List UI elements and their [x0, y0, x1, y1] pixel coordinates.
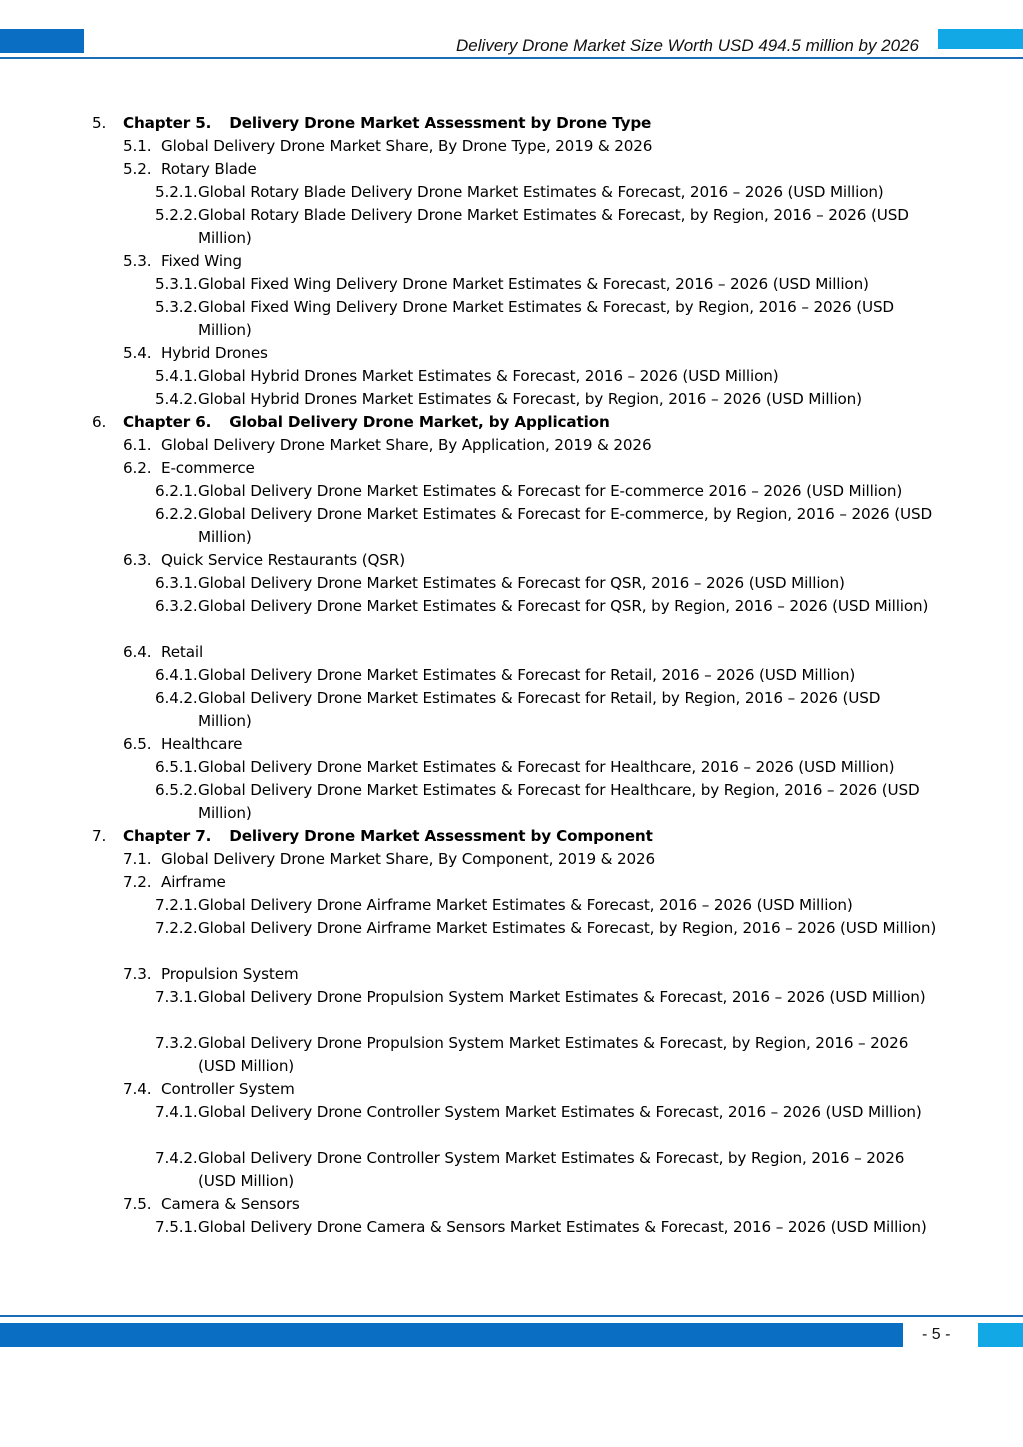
- toc-entry: [0, 733, 1023, 756]
- toc-chapter-text: Global Delivery Drone Market, by Application: [229, 413, 610, 431]
- toc-entry: [0, 158, 1023, 181]
- toc-entry-number: 6.2.1.: [155, 482, 198, 500]
- toc-chapter-label: Chapter 6.: [123, 413, 212, 431]
- toc-entry-text: Global Rotary Blade Delivery Drone Market Estimates & Forecast, by Region, 2016 – 2026 (USD Million): [198, 206, 909, 247]
- toc-entry-number: 6.3.2.: [155, 597, 198, 615]
- toc-entry-number: 5.4.2.: [155, 390, 198, 408]
- toc-entry: [0, 1216, 1023, 1262]
- toc-entry: [0, 273, 1023, 296]
- toc-chapter-text: Delivery Drone Market Assessment by Component: [229, 827, 653, 845]
- toc-entry-number: 6.5.1.: [155, 758, 198, 776]
- toc-entry-text: Retail: [161, 643, 204, 661]
- toc-entry: [0, 1078, 1023, 1101]
- toc-entry-text: Global Delivery Drone Propulsion System Market Estimates & Forecast, by Region, 2016 – 2026 (USD Million): [198, 1034, 909, 1075]
- toc-entry-text: Global Fixed Wing Delivery Drone Market Estimates & Forecast, 2016 – 2026 (USD Million): [198, 275, 869, 293]
- toc-entry-number: 5.: [92, 114, 107, 132]
- toc-entry: [0, 756, 1023, 779]
- toc-entry-text: Global Delivery Drone Airframe Market Estimates & Forecast, by Region, 2016 – 2026 (USD Million): [198, 919, 937, 937]
- toc-entry-text: Global Hybrid Drones Market Estimates & Forecast, 2016 – 2026 (USD Million): [198, 367, 779, 385]
- toc-entry: [0, 204, 1023, 250]
- toc-entry-text: Global Delivery Drone Market Estimates & Forecast for QSR, 2016 – 2026 (USD Million): [198, 574, 845, 592]
- toc-entry-number: 5.2.: [123, 160, 152, 178]
- toc-chapter-label: Chapter 5.: [123, 114, 212, 132]
- table-of-contents: [0, 112, 1023, 1262]
- header-right-bar: [938, 29, 1023, 49]
- toc-entry-text: Global Delivery Drone Controller System Market Estimates & Forecast, by Region, 2016 – 2026 (USD Million): [198, 1149, 905, 1190]
- footer-rule: [0, 1315, 1023, 1317]
- toc-chapter-entry: [0, 825, 1023, 848]
- toc-entry: [0, 434, 1023, 457]
- toc-entry-text: Hybrid Drones: [161, 344, 268, 362]
- toc-entry-number: 7.4.1.: [155, 1103, 198, 1121]
- toc-entry-text: Camera & Sensors: [161, 1195, 300, 1213]
- running-header-title: Delivery Drone Market Size Worth USD 494.5 million by 2026: [456, 36, 919, 55]
- toc-entry: [0, 963, 1023, 986]
- toc-entry-number: 7.2.2.: [155, 919, 198, 937]
- toc-entry-number: 7.2.: [123, 873, 152, 891]
- toc-entry: [0, 779, 1023, 825]
- toc-entry-number: 5.4.1.: [155, 367, 198, 385]
- toc-entry-text: Global Delivery Drone Market Share, By Component, 2019 & 2026: [161, 850, 656, 868]
- toc-entry-number: 5.3.1.: [155, 275, 198, 293]
- toc-entry-number: 7.2.1.: [155, 896, 198, 914]
- toc-chapter-title: [123, 825, 653, 848]
- toc-entry-text: Global Hybrid Drones Market Estimates & Forecast, by Region, 2016 – 2026 (USD Million): [198, 390, 862, 408]
- header-left-bar: [0, 29, 84, 53]
- toc-entry-number: 6.2.2.: [155, 505, 198, 523]
- toc-entry-text: Global Delivery Drone Controller System Market Estimates & Forecast, 2016 – 2026 (USD Million): [198, 1103, 922, 1121]
- toc-entry-text: Quick Service Restaurants (QSR): [161, 551, 405, 569]
- toc-entry-number: 6.5.2.: [155, 781, 198, 799]
- toc-entry-number: 5.3.: [123, 252, 152, 270]
- toc-entry-text: Global Fixed Wing Delivery Drone Market Estimates & Forecast, by Region, 2016 – 2026 (USD Million): [198, 298, 894, 339]
- toc-entry-number: 6.4.: [123, 643, 152, 661]
- toc-entry-text: Global Delivery Drone Market Estimates & Forecast for Healthcare, 2016 – 2026 (USD Million): [198, 758, 895, 776]
- toc-chapter-label: Chapter 7.: [123, 827, 212, 845]
- toc-entry-text: Global Delivery Drone Market Estimates & Forecast for QSR, by Region, 2016 – 2026 (USD Million): [198, 597, 929, 615]
- toc-entry-number: 7.3.: [123, 965, 152, 983]
- toc-entry-text: Fixed Wing: [161, 252, 242, 270]
- toc-entry-number: 6.2.: [123, 459, 152, 477]
- toc-entry: [0, 181, 1023, 204]
- toc-entry: [0, 388, 1023, 411]
- toc-entry-number: 7.5.1.: [155, 1218, 198, 1236]
- toc-entry: [0, 296, 1023, 342]
- toc-entry: [0, 549, 1023, 572]
- toc-entry: [0, 480, 1023, 503]
- toc-entry-number: 6.3.: [123, 551, 152, 569]
- toc-entry-number: 6.4.1.: [155, 666, 198, 684]
- toc-entry: [0, 457, 1023, 480]
- toc-entry-text: Global Delivery Drone Market Share, By Drone Type, 2019 & 2026: [161, 137, 653, 155]
- toc-entry: [0, 1032, 1023, 1078]
- toc-entry-text: Global Rotary Blade Delivery Drone Market Estimates & Forecast, 2016 – 2026 (USD Million): [198, 183, 884, 201]
- toc-entry: [0, 917, 1023, 963]
- toc-entry-number: 7.4.: [123, 1080, 152, 1098]
- toc-entry-text: Airframe: [161, 873, 226, 891]
- toc-entry: [0, 572, 1023, 595]
- toc-entry-number: 5.2.1.: [155, 183, 198, 201]
- toc-entry-number: 5.4.: [123, 344, 152, 362]
- toc-entry-number: 6.1.: [123, 436, 152, 454]
- toc-entry-text: Global Delivery Drone Market Estimates & Forecast for Retail, 2016 – 2026 (USD Million): [198, 666, 856, 684]
- toc-chapter-entry: [0, 411, 1023, 434]
- toc-entry-number: 7.5.: [123, 1195, 152, 1213]
- toc-entry: [0, 848, 1023, 871]
- toc-entry-text: Global Delivery Drone Market Share, By Application, 2019 & 2026: [161, 436, 652, 454]
- toc-entry-number: 6.5.: [123, 735, 152, 753]
- toc-entry-number: 7.: [92, 827, 107, 845]
- toc-entry: [0, 664, 1023, 687]
- toc-entry: [0, 250, 1023, 273]
- toc-entry-number: 7.3.1.: [155, 988, 198, 1006]
- toc-entry-number: 7.1.: [123, 850, 152, 868]
- toc-entry: [0, 135, 1023, 158]
- toc-entry: [0, 894, 1023, 917]
- toc-entry: [0, 503, 1023, 549]
- toc-entry-number: 7.3.2.: [155, 1034, 198, 1052]
- toc-entry-number: 6.4.2.: [155, 689, 198, 707]
- toc-entry-text: E-commerce: [161, 459, 255, 477]
- header-rule: [0, 57, 1023, 59]
- toc-entry-text: Global Delivery Drone Market Estimates & Forecast for E-commerce 2016 – 2026 (USD Million): [198, 482, 903, 500]
- toc-entry-number: 5.1.: [123, 137, 152, 155]
- toc-entry: [0, 871, 1023, 894]
- toc-chapter-title: [123, 112, 651, 135]
- toc-chapter-entry: [0, 112, 1023, 135]
- toc-entry-text: Global Delivery Drone Propulsion System Market Estimates & Forecast, 2016 – 2026 (USD Million): [198, 988, 926, 1006]
- toc-entry-number: 5.2.2.: [155, 206, 198, 224]
- toc-entry: [0, 342, 1023, 365]
- toc-entry-number: 6.: [92, 413, 107, 431]
- toc-entry-number: 5.3.2.: [155, 298, 198, 316]
- toc-entry-text: Global Delivery Drone Market Estimates & Forecast for E-commerce, by Region, 2016 – 2026 (USD Million): [198, 505, 932, 546]
- toc-entry: [0, 365, 1023, 388]
- toc-entry-text: Controller System: [161, 1080, 295, 1098]
- page-number: - 5 -: [922, 1326, 951, 1343]
- toc-entry-text: Global Delivery Drone Market Estimates & Forecast for Retail, by Region, 2016 – 2026 (USD Million): [198, 689, 881, 730]
- toc-entry: [0, 1193, 1023, 1216]
- toc-entry: [0, 641, 1023, 664]
- toc-entry: [0, 595, 1023, 641]
- toc-entry-text: Healthcare: [161, 735, 243, 753]
- footer-bar: [0, 1323, 903, 1347]
- toc-entry-text: Propulsion System: [161, 965, 299, 983]
- toc-entry-text: Global Delivery Drone Camera & Sensors Market Estimates & Forecast, 2016 – 2026 (USD Million): [198, 1218, 927, 1236]
- toc-entry: [0, 1147, 1023, 1193]
- toc-entry-text: Rotary Blade: [161, 160, 257, 178]
- footer-right-bar: [978, 1323, 1023, 1347]
- toc-entry-text: Global Delivery Drone Market Estimates & Forecast for Healthcare, by Region, 2016 – 2026 (USD Million): [198, 781, 920, 822]
- toc-entry-number: 7.4.2.: [155, 1149, 198, 1167]
- toc-entry-number: 6.3.1.: [155, 574, 198, 592]
- toc-entry: [0, 986, 1023, 1032]
- toc-entry: [0, 687, 1023, 733]
- toc-entry: [0, 1101, 1023, 1147]
- toc-entry-text: Global Delivery Drone Airframe Market Estimates & Forecast, 2016 – 2026 (USD Million): [198, 896, 853, 914]
- toc-chapter-title: [123, 411, 610, 434]
- toc-chapter-text: Delivery Drone Market Assessment by Drone Type: [229, 114, 652, 132]
